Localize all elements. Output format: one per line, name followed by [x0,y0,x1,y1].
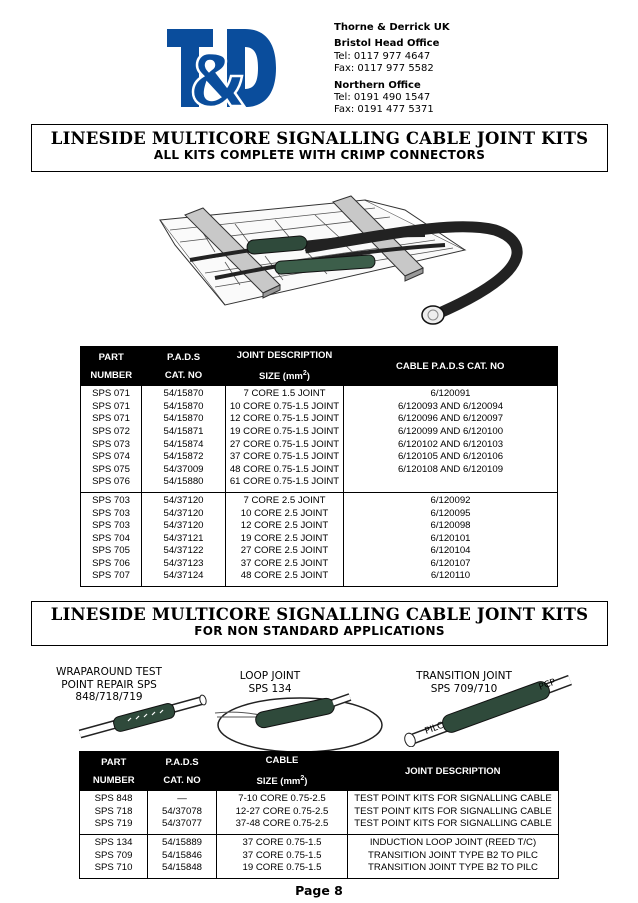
cell-cable: 6/120110 [430,570,471,582]
cell-cable: 6/120095 [430,507,471,519]
contact-block [334,22,594,117]
cell-part: SPS 071 [92,413,130,425]
cell-cable: 6/120107 [430,557,471,569]
section1-title-box [31,124,608,172]
cable-joint-illustration [155,190,555,330]
cell-part: SPS 706 [92,557,130,569]
cell-size: 19 CORE 0.75-1.5 [242,862,322,874]
cell-desc: 7 CORE 1.5 JOINT [243,388,326,400]
loop-joint-label-line1: LOOP JOINT [239,670,301,682]
column-part [81,492,142,586]
loop-joint-label-line2: SPS 134 [248,682,292,695]
cell-size: 37-48 CORE 0.75-2.5 [235,818,329,830]
loop-joint-illustration [205,683,385,755]
column-cable [344,492,558,586]
cell-pads: 54/37120 [163,494,204,506]
cell-part: SPS 705 [92,545,130,557]
pilc-tag: PILC [423,720,446,737]
cell-desc: 61 CORE 0.75-1.5 JOINT [229,476,340,488]
column-desc [226,386,344,492]
cell-pads: 54/15870 [163,388,204,400]
cell-cable: 6/120105 AND 6/120106 [397,451,504,463]
bristol-office-heading: Bristol Head Office [334,38,440,50]
wraparound-label-line3: 848/718/719 [75,691,143,703]
cell-size: 7-10 CORE 0.75-2.5 [238,793,326,805]
cell-desc: 37 CORE 0.75-1.5 JOINT [229,451,340,463]
column-pads [142,492,226,586]
cell-desc: TEST POINT KITS FOR SIGNALLING CABLE [354,793,552,805]
cell-desc: 48 CORE 0.75-1.5 JOINT [229,463,340,475]
cell-desc: TEST POINT KITS FOR SIGNALLING CABLE [354,818,552,830]
cell-cable: 6/120091 [430,388,471,400]
cell-cable: 6/120093 AND 6/120094 [397,400,504,412]
cell-part: SPS 710 [94,862,133,874]
cell-pads: 54/37077 [161,818,202,830]
cell-desc: 19 CORE 0.75-1.5 JOINT [229,425,340,437]
table-group [81,386,558,492]
cell-part: SPS 704 [92,532,130,544]
section2-title-box [31,601,608,646]
cell-cable: 6/120101 [430,532,471,544]
table-group [81,492,558,586]
column-size [217,791,348,834]
bristol-tel: Tel: 0117 977 4647 [334,50,431,62]
column-desc [348,791,559,834]
cell-desc: 12 CORE 0.75-1.5 JOINT [229,413,340,425]
header-joint-description: JOINT DESCRIPTION SIZE $(mm^2)$ [226,347,344,387]
transition-joint-illustration [400,672,580,747]
cell-pads: 54/15870 [163,400,204,412]
cell-desc: TRANSITION JOINT TYPE B2 TO PILC [368,862,538,874]
page-number: Page 8 [295,883,343,898]
bristol-fax: Fax: 0117 977 5582 [334,63,434,75]
header-part-number: PART NUMBER [81,347,142,387]
column-desc [348,834,559,878]
column-desc [226,492,344,586]
cell-pads: 54/37078 [161,805,202,817]
cell-desc: 37 CORE 2.5 JOINT [240,557,329,569]
column-part [81,386,142,492]
cell-part: SPS 072 [92,425,130,437]
joint-kits-table [80,346,558,587]
cell-part: SPS 703 [92,507,130,519]
column-pads [148,834,217,878]
column-pads [142,386,226,492]
transition-joint-label-line1: TRANSITION JOINT [416,670,512,682]
cell-pads: 54/15848 [161,862,202,874]
cell-desc: TRANSITION JOINT TYPE B2 TO PILC [368,849,538,861]
northern-fax: Fax: 0191 477 5371 [334,104,434,116]
header-cable-pads-cat-no: CABLE P.A.D.S CAT. NO [344,347,558,387]
cell-size: 37 CORE 0.75-1.5 [242,849,322,861]
cell-pads: 54/15871 [163,425,204,437]
cell-part: SPS 076 [92,476,130,488]
cell-cable [344,476,557,489]
cell-cable: 6/120092 [430,494,471,506]
cell-pads: 54/15880 [163,476,204,488]
company-logo [165,27,277,109]
cell-part: SPS 073 [92,438,130,450]
cell-desc: 27 CORE 2.5 JOINT [240,545,329,557]
wraparound-label-line2: POINT REPAIR SPS [61,678,157,691]
cell-pads: 54/37120 [163,507,204,519]
cell-part: SPS 703 [92,520,130,532]
cell-pads: 54/15870 [163,413,204,425]
cell-desc: 7 CORE 2.5 JOINT [243,494,326,506]
section2-title: LINESIDE MULTICORE SIGNALLING CABLE JOINT KITS [50,605,589,624]
column-part [80,791,148,834]
cell-part: SPS 709 [94,849,133,861]
cell-size: 12-27 CORE 0.75-2.5 [235,805,329,817]
header-part-number: PART NUMBER [80,752,148,792]
cell-pads: 54/15846 [161,849,202,861]
cell-cable: 6/120096 AND 6/120097 [397,413,504,425]
cell-desc: 10 CORE 2.5 JOINT [240,507,329,519]
cell-pads: — [177,793,187,805]
non-standard-kits-table [79,751,559,879]
cell-pads: 54/37124 [163,570,204,582]
wraparound-joint-illustration [78,692,213,742]
cell-desc: 19 CORE 2.5 JOINT [240,532,329,544]
cell-pads: 54/37120 [163,520,204,532]
cell-cable: 6/120108 AND 6/120109 [397,463,504,475]
header-cable-size: CABLE SIZE $(mm^2)$ [217,752,348,792]
column-size [217,834,348,878]
northern-office-heading: Northern Office [334,79,421,91]
cell-part: SPS 071 [92,388,130,400]
cell-desc: 10 CORE 0.75-1.5 JOINT [229,400,340,412]
cell-part: SPS 718 [94,805,133,817]
cell-part: SPS 074 [92,451,130,463]
table-group [80,791,559,834]
cell-desc: INDUCTION LOOP JOINT (REED T/C) [369,836,537,848]
cell-part: SPS 719 [94,818,133,830]
cell-pads: 54/37009 [163,463,204,475]
cell-desc: TEST POINT KITS FOR SIGNALLING CABLE [354,805,552,817]
northern-tel: Tel: 0191 490 1547 [334,92,431,104]
cell-part: SPS 134 [94,836,133,848]
cell-desc: 27 CORE 0.75-1.5 JOINT [229,438,340,450]
header-joint-description: JOINT DESCRIPTION [348,752,559,792]
cell-pads: 54/15889 [161,836,202,848]
column-pads [148,791,217,834]
table-group [80,834,559,878]
section1-subtitle: ALL KITS COMPLETE WITH CRIMP CONNECTORS [153,148,486,162]
section2-subtitle: FOR NON STANDARD APPLICATIONS [194,624,445,638]
cell-desc: 48 CORE 2.5 JOINT [240,570,329,582]
cell-cable: 6/120102 AND 6/120103 [397,438,504,450]
cell-part: SPS 071 [92,400,130,412]
cell-part: SPS 703 [92,494,130,506]
cell-desc: 12 CORE 2.5 JOINT [240,520,329,532]
cell-part: SPS 075 [92,463,130,475]
cell-pads: 54/15872 [163,451,204,463]
cell-pads: 54/37123 [163,557,204,569]
cell-cable: 6/120104 [430,545,471,557]
cell-pads: 54/37121 [163,532,204,544]
cell-pads: 54/37122 [163,545,204,557]
header-pads-cat-no: P.A.D.S CAT. NO [148,752,217,792]
cell-part: SPS 848 [94,793,133,805]
cell-size: 37 CORE 0.75-1.5 [242,836,322,848]
section1-title: LINESIDE MULTICORE SIGNALLING CABLE JOINT KITS [50,129,589,148]
cell-part: SPS 707 [92,570,130,582]
company-name: Thorne & Derrick UK [334,22,450,33]
pcp-tag: PCP [537,677,558,693]
column-cable [344,386,558,492]
cell-pads: 54/15874 [163,438,204,450]
cell-cable: 6/120098 [430,520,471,532]
header-pads-cat-no: P.A.D.S CAT. NO [142,347,226,387]
transition-joint-label-line2: SPS 709/710 [430,682,498,695]
cell-cable: 6/120099 AND 6/120100 [397,425,504,437]
wraparound-label-line1: WRAPAROUND TEST [56,666,162,678]
column-part [80,834,148,878]
